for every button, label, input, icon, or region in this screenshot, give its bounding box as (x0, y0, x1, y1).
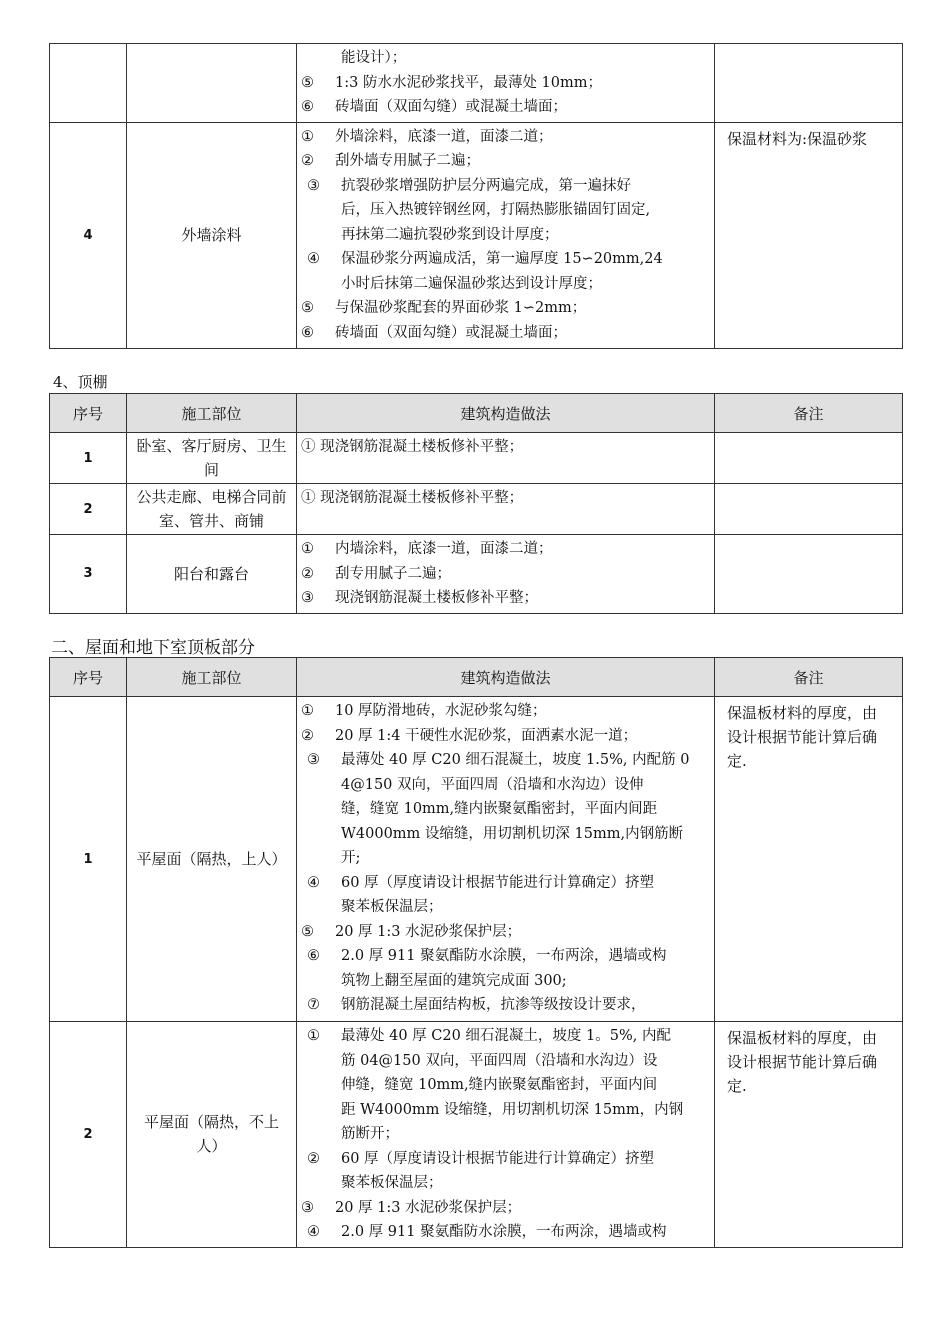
step-text: 与保温砂浆配套的界面砂浆 1∽2mm； (335, 300, 587, 316)
step-marker: ② (301, 565, 314, 582)
construction-part: 卧室、客厅厨房、卫生间 (127, 433, 297, 484)
step-marker: ⑤ (301, 923, 314, 940)
method-line (301, 748, 708, 773)
table-row (50, 122, 903, 348)
step-marker: ③ (307, 177, 320, 194)
table-row (50, 44, 903, 123)
step-text: 缝，缝宽 10mm,缝内嵌聚氨酯密封，平面内间距 (341, 801, 658, 817)
construction-method (297, 433, 715, 484)
step-text: 4@150 双向，平面四周（沿墙和水沟边）设伸 (341, 776, 644, 793)
step-text: 再抹第二遍抗裂砂浆到设计厚度； (341, 226, 559, 243)
method-line (301, 944, 708, 969)
remark (715, 44, 903, 123)
construction-method (297, 122, 715, 348)
header-num: 序号 (50, 658, 127, 697)
method-line (301, 1073, 708, 1098)
method-line (301, 95, 708, 120)
step-text: 开; (341, 850, 361, 866)
step-text: W4000mm 设缩缝，用切割机切深 15mm,内钢筋断 (341, 825, 684, 842)
construction-method (297, 484, 715, 535)
remark (715, 484, 903, 535)
header-note: 备注 (715, 658, 903, 697)
step-marker: ① (301, 541, 314, 557)
step-text: ① 现浇钢筋混凝土楼板修补平整； (301, 439, 524, 455)
step-marker: ③ (307, 752, 320, 768)
method-line (301, 1220, 708, 1245)
table-row (50, 433, 903, 484)
header-num: 序号 (50, 394, 127, 433)
step-text: 能设计）； (341, 50, 407, 66)
step-text: 20 厚 1:3 水泥砂浆保护层； (335, 923, 522, 940)
step-text: 现浇钢筋混凝土楼板修补平整； (335, 590, 538, 606)
step-marker: ⑥ (307, 948, 320, 964)
construction-part: 平屋面（隔热，不上人） (127, 1022, 297, 1248)
table-walls-continued (49, 43, 903, 349)
header-method: 建筑构造做法 (297, 658, 715, 697)
method-line (301, 586, 708, 611)
step-marker: ④ (307, 251, 320, 267)
construction-method (297, 697, 715, 1022)
method-line (301, 920, 708, 945)
row-number: 1 (50, 697, 127, 1022)
step-marker: ③ (301, 1199, 314, 1216)
section-title-ceiling: 4、顶棚 (53, 373, 108, 391)
step-text: 距 W4000mm 设缩缝，用切割机切深 15mm，内钢 (341, 1101, 684, 1118)
table-row (50, 484, 903, 535)
row-number: 2 (50, 1022, 127, 1248)
method-line (301, 486, 708, 511)
step-text: 2.0 厚 911 聚氨酯防水涂膜，一布两涂，遇墙或构 (341, 1224, 667, 1240)
step-text: 伸缝，缝宽 10mm,缝内嵌聚氨酯密封，平面内间 (341, 1077, 658, 1093)
method-line (301, 272, 708, 297)
step-text: 聚苯板保温层； (341, 1175, 443, 1191)
step-text: 筋 04@150 双向，平面四周（沿墙和水沟边）设 (341, 1052, 658, 1069)
step-text: 2.0 厚 911 聚氨酯防水涂膜，一布两涂，遇墙或构 (341, 948, 667, 964)
header-note: 备注 (715, 394, 903, 433)
step-marker: ④ (307, 1224, 320, 1240)
method-line (301, 223, 708, 248)
step-text: 砖墙面（双面勾缝）或混凝土墙面； (335, 324, 567, 341)
step-text: 聚苯板保温层； (341, 899, 443, 915)
construction-part: 外墙涂料 (127, 122, 297, 348)
construction-method (297, 1022, 715, 1248)
step-marker: ② (307, 1150, 320, 1167)
step-marker: ① (301, 128, 314, 145)
construction-method (297, 535, 715, 614)
method-line (301, 797, 708, 822)
method-line (301, 969, 708, 994)
step-text: 最薄处 40 厚 C20 细石混凝土，坡度 1.5%, 内配筋 0 (341, 752, 690, 768)
step-text: 保温砂浆分两遍成活，第一遍厚度 15∽20mm,24 (341, 251, 663, 267)
method-line (301, 321, 708, 346)
row-number (50, 44, 127, 123)
row-number: 4 (50, 122, 127, 348)
step-marker: ① (307, 1028, 320, 1044)
method-line (301, 1171, 708, 1196)
method-line (301, 149, 708, 174)
step-marker: ② (301, 153, 314, 169)
method-line (301, 435, 708, 460)
step-marker: ⑦ (307, 997, 320, 1013)
table-body (50, 433, 903, 614)
remark (715, 433, 903, 484)
step-text: 刮外墙专用腻子二遍； (335, 153, 480, 169)
remark: 保温板材料的厚度，由设计根据节能计算后确定. (715, 1022, 903, 1248)
step-marker: ⑤ (301, 74, 314, 91)
step-marker: ⑥ (301, 324, 314, 341)
method-line (301, 296, 708, 321)
method-line (301, 822, 708, 847)
step-text: 筋断开； (341, 1126, 399, 1142)
method-line (301, 1098, 708, 1123)
table-row (50, 697, 903, 1022)
method-line (301, 125, 708, 150)
method-line (301, 1147, 708, 1172)
method-line (301, 1122, 708, 1147)
step-marker: ⑤ (301, 300, 314, 316)
remark: 保温板材料的厚度，由设计根据节能计算后确定. (715, 697, 903, 1022)
step-text: 筑物上翻至屋面的建筑完成面 300; (341, 972, 567, 989)
method-line (301, 174, 708, 199)
method-line (301, 537, 708, 562)
row-number: 2 (50, 484, 127, 535)
section-title-roof: 二、屋面和地下室顶板部分 (51, 638, 255, 658)
method-line (301, 1024, 708, 1049)
construction-part: 公共走廊、电梯合同前室、管井、商铺 (127, 484, 297, 535)
table-roof (49, 657, 903, 1248)
table-body (50, 697, 903, 1248)
step-text: 刮专用腻子二遍； (335, 565, 451, 582)
remark (715, 535, 903, 614)
step-marker: ⑥ (301, 99, 314, 115)
method-line (301, 46, 708, 71)
remark: 保温材料为:保温砂浆 (715, 122, 903, 348)
construction-part: 平屋面（隔热，上人） (127, 697, 297, 1022)
header-part: 施工部位 (127, 394, 297, 433)
step-text: 1:3 防水水泥砂浆找平，最薄处 10mm； (335, 74, 603, 91)
method-line (301, 773, 708, 798)
method-line (301, 993, 708, 1018)
step-text: ① 现浇钢筋混凝土楼板修补平整； (301, 490, 524, 506)
construction-part: 阳台和露台 (127, 535, 297, 614)
method-line (301, 247, 708, 272)
table-body (50, 44, 903, 349)
table-header-row (50, 658, 903, 697)
step-text: 60 厚（厚度请设计根据节能进行计算确定）挤塑 (341, 874, 655, 891)
step-marker: ① (301, 703, 314, 719)
method-line (301, 562, 708, 587)
method-line (301, 895, 708, 920)
step-text: 20 厚 1:3 水泥砂浆保护层； (335, 1199, 522, 1216)
step-text: 钢筋混凝土屋面结构板，抗渗等级按设计要求， (341, 997, 646, 1013)
step-text: 砖墙面（双面勾缝）或混凝土墙面； (335, 99, 567, 115)
table-ceiling (49, 393, 903, 614)
step-text: 外墙涂料，底漆一道，面漆二道； (335, 128, 553, 145)
step-text: 10 厚防滑地砖，水泥砂浆勾缝； (335, 703, 547, 719)
method-line (301, 1196, 708, 1221)
row-number: 1 (50, 433, 127, 484)
step-text: 20 厚 1:4 干硬性水泥砂浆，面洒素水泥一道； (335, 727, 638, 744)
step-marker: ④ (307, 874, 320, 891)
step-marker: ③ (301, 590, 314, 606)
step-text: 小时后抹第二遍保温砂浆达到设计厚度； (341, 275, 602, 292)
step-text: 内墙涂料，底漆一道，面漆二道； (335, 541, 553, 557)
step-text: 抗裂砂浆增强防护层分两遍完成，第一遍抹好 (341, 177, 631, 194)
method-line (301, 198, 708, 223)
method-line (301, 1049, 708, 1074)
method-line (301, 71, 708, 96)
table-header-row (50, 394, 903, 433)
step-text: 最薄处 40 厚 C20 细石混凝土，坡度 1。5%, 内配 (341, 1028, 671, 1044)
method-line (301, 846, 708, 871)
construction-part (127, 44, 297, 123)
header-part: 施工部位 (127, 658, 297, 697)
method-line (301, 724, 708, 749)
header-method: 建筑构造做法 (297, 394, 715, 433)
table-row (50, 535, 903, 614)
row-number: 3 (50, 535, 127, 614)
construction-method (297, 44, 715, 123)
step-marker: ② (301, 727, 314, 744)
method-line (301, 871, 708, 896)
step-text: 60 厚（厚度请设计根据节能进行计算确定）挤塑 (341, 1150, 655, 1167)
method-line (301, 699, 708, 724)
table-row (50, 1022, 903, 1248)
step-text: 后，压入热镀锌钢丝网，打隔热膨胀锚固钉固定, (341, 202, 651, 218)
